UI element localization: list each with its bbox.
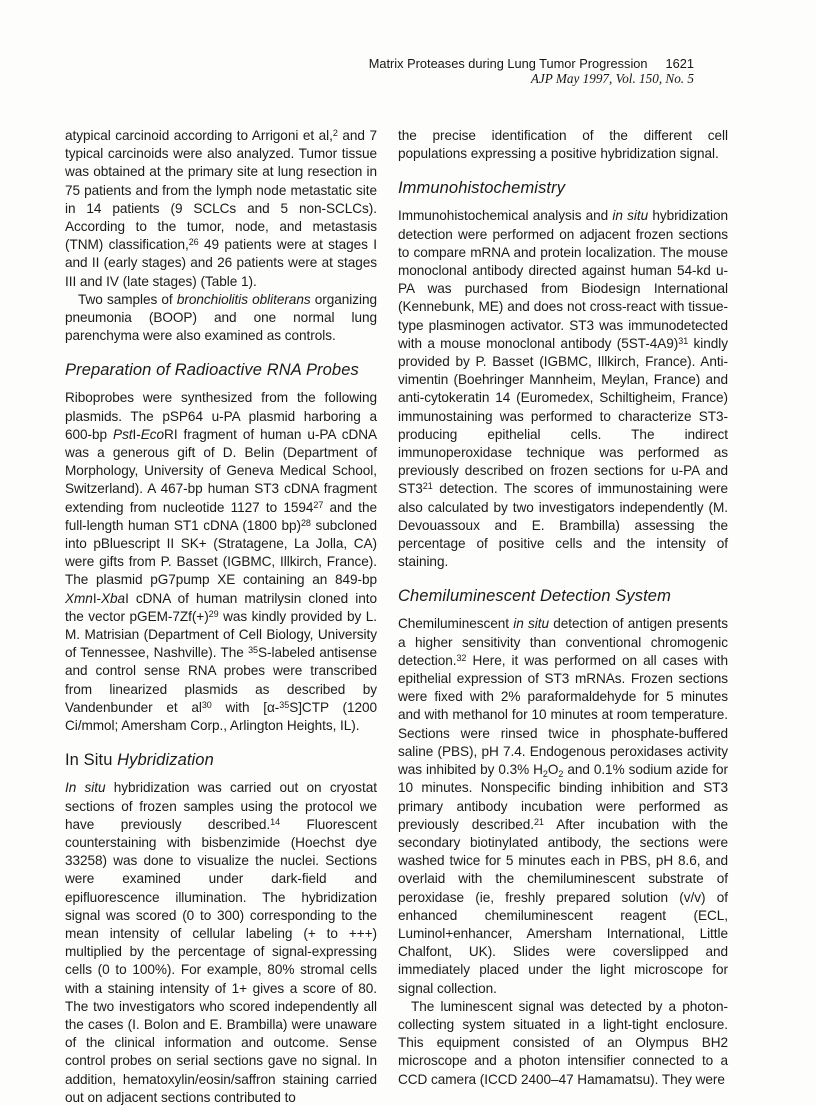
journal-citation: AJP May 1997, Vol. 150, No. 5	[530, 71, 694, 86]
running-head	[369, 56, 694, 71]
paragraph-continuation: the precise identification of the different cell populations expressing a positive hybridization signal.	[398, 128, 728, 162]
page-number: 1621	[665, 56, 694, 71]
left-column	[65, 127, 377, 1106]
running-title: Matrix Proteases during Lung Tumor Progression	[368, 56, 648, 71]
right-column	[398, 127, 728, 1089]
paragraph-luminescent-signal: The luminescent signal was detected by a photon-collecting system situated in a light-tight enclosure. This equipment consisted of an Olympus BH2 microscope and a photon intensifier connected to a CCD camera (ICCD 2400–47 Hamamatsu). They were	[398, 998, 728, 1087]
paragraph-controls: Two samples of bronchiolitis obliterans organizing pneumonia (BOOP) and one normal lung parenchyma were also examined as controls.	[65, 291, 377, 344]
paragraph-immunohistochemistry: Immunohistochemical analysis and in situ hybridization detection were performed on adjacent frozen sections to compare mRNA and protein localization. The mouse monoclonal antibody directed against human 54-kd u-PA was purchased from Biodesign International (Kennebunk, ME) and does not cross-react with tissue-type plasminogen activator. ST3 was immunodetected with a mouse monoclonal antibody $(5ST-4A9)^{31}$ kindly provided by P. Basset (IGBMC, Illkirch, France). Anti-vimentin (Boehringer Mannheim, Meylan, France) and anti-cytokeratin 14 (Euromedex, Schiltigheim, France) immunostaining was performed to characterize ST3-producing epithelial cells. The indirect immunoperoxidase technique was performed as previously described on frozen sections for u-PA and $ST3^{21}$ detection. The scores of immunostaining were also calculated by two investigators independently (M. Devouassoux and E. Brambilla) assessing the percentage of positive cells and the intensity of staining.	[398, 208, 729, 570]
paragraph-chemiluminescent: Chemiluminescent in situ detection of antigen presents a higher sensitivity than conventional chromogenic detection.$^{32}$ Here, it was performed on all cases with epithelial expression of ST3 mRNAs. Frozen sections were fixed with 2% paraformaldehyde for 5 minutes and with methanol for 10 minutes at room temperature. Sections were rinsed twice in phosphate-buffered saline (PBS), pH 7.4. Endogenous peroxidases activity was inhibited by 0.3% $H_2O_2$ and 0.1% sodium azide for 10 minutes. Nonspecific binding inhibition and ST3 primary antibody incubation were performed as previously described.$^{21}$ After incubation with the secondary biotinylated antibody, the sections were washed twice for 5 minutes each in PBS, pH 8.6, and overlaid with the chemiluminescent substrate of peroxidase (ie, freshly prepared solution (v/v) of enhanced chemiluminescent reagent (ECL, Luminol+enhancer, Amersham International, Little Chalfont, UK). Slides were coverslipped and immediately placed under the light microscope for signal collection.	[398, 616, 728, 996]
section-heading-chemiluminescent: Chemiluminescent Detection System	[398, 587, 671, 606]
section-heading-in-situ-hybridization: In Situ Hybridization	[65, 751, 214, 770]
page-header	[369, 56, 694, 86]
section-heading-rna-probes: Preparation of Radioactive RNA Probes	[65, 361, 359, 380]
paragraph-patients: atypical carcinoid according to Arrigoni et al,$^2$ and 7 typical carcinoids were also analyzed. Tumor tissue was obtained at the primary site at lung resection in 75 patients and from the lymph node metastatic site in 14 patients (9 SCLCs and 5 non-SCLCs). According to the tumor, node, and metastasis (TNM) classification,$^{26}$ 49 patients were at stages I and II (early stages) and 26 patients were at stages III and IV (late stages) (Table 1).	[65, 128, 378, 289]
section-heading-immunohistochemistry: Immunohistochemistry	[398, 179, 566, 198]
paragraph-riboprobes: Riboprobes were synthesized from the following plasmids. The pSP64 u-PA plasmid harboring a 600-bp PstI-EcoRI fragment of human u-PA cDNA was a generous gift of D. Belin (Department of Morphology, University of Geneva Medical School, Switzerland). A 467-bp human ST3 cDNA fragment extending from nucleotide 1127 to 1594$^{27}$ and the full-length human ST1 cDNA (1800 bp)$^{28}$ subcloned into pBluescript II SK+ (Stratagene, La Jolla, CA) were gifts from P. Basset (IGBMC, Illkirch, France). The plasmid pG7pump XE containing an 849-bp XmnI-XbaI cDNA of human matrilysin cloned into the vector pGEM-$7Zf(+)^{29}$ was kindly provided by L. M. Matrisian (Department of Cell Biology, University of Tennessee, Nashville). The $^{35}$S-labeled antisense and control sense RNA probes were transcribed from linearized plasmids as described by Vandenbunder et $al^{30}$ with [α-$^{35}$S]CTP (1200 Ci/mmol; Amersham Corp., Arlington Heights, IL).	[65, 390, 377, 734]
paragraph-hybridization: In situ hybridization was carried out on cryostat sections of frozen samples using the protocol we have previously described.$^{14}$ Fluorescent counterstaining with bisbenzimide (Hoechst dye 33258) was done to visualize the nuclei. Sections were examined under dark-field and epifluorescence illumination. The hybridization signal was scored (0 to 300) corresponding to the mean intensity of cellular labeling (+ to +++) multiplied by the percentage of signal-expressing cells (0 to 100%). For example, 80% stromal cells with a staining intensity of 1+ gives a score of 80. The two investigators who scored independently all the cases (I. Bolon and E. Brambilla) were unaware of the clinical information and outcome. Sense control probes on serial sections gave no signal. In addition, hematoxylin/eosin/saffron staining carried out on adjacent sections contributed to	[65, 780, 378, 1105]
